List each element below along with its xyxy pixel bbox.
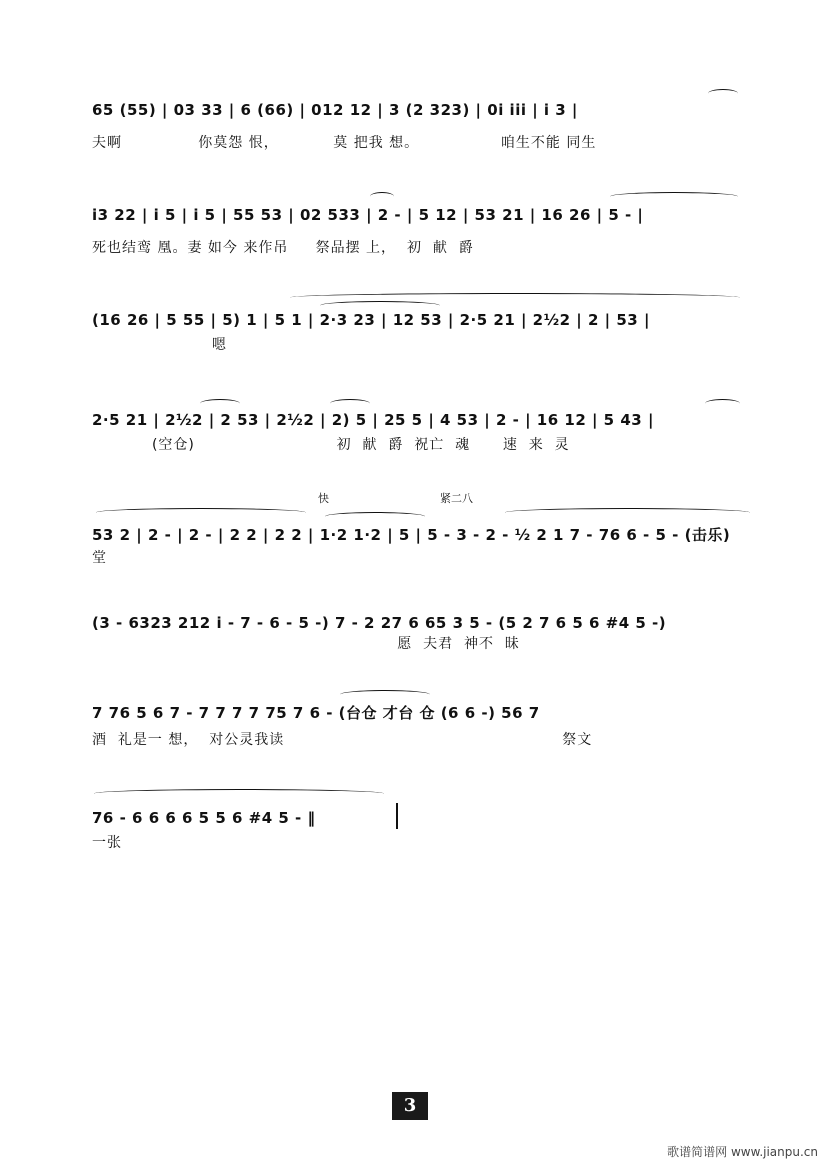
slur [200,399,240,408]
notation-line: 53 2 | 2 - | 2 - | 2 2 | 2 2 | 1·2 1·2 | 5 | 5 - 3 - 2 - ½ 2 1 7 - 76 6 - 5 - (击乐) [92,526,731,544]
page-number: 3 [392,1092,428,1120]
slur [340,690,430,699]
slur [325,512,425,521]
notation-line: 76 - 6 6 6 6 5 5 6 #4 5 - ‖ [92,809,316,827]
lyric-line: 夫啊 你莫怨 恨， 莫 把我 想。 咱生不能 同生 [92,135,597,151]
lyric-line: 堂 [92,550,107,566]
tempo-mark: 快 [318,492,329,505]
slur [96,508,306,517]
slur [505,508,750,517]
notation-line: 7 76 5 6 7 - 7 7 7 7 75 7 6 - (台仓 才台 仓 (6 6 -) 56 7 [92,704,540,722]
lyric-line: 愿 夫君 神不 昧 [92,636,520,652]
lyric-line: 死也结鸾 凰。妻 如今 来作吊 祭品摆 上， 初 献 爵 [92,240,474,256]
final-barline [396,803,398,829]
notation-line: 2·5 21 | 2½2 | 2 53 | 2½2 | 2) 5 | 25 5 | 4 53 | 2 - | 16 12 | 5 43 | [92,411,654,429]
notation-line: 65 (55) | 03 33 | 6 (66) | 012 12 | 3 (2 323) | 0i iii | i 3 | [92,101,578,119]
lyric-line: 一张 [92,835,122,851]
slur [370,192,394,201]
tempo-mark: 紧二八 [440,492,473,505]
slur [610,192,738,201]
slur [330,399,370,408]
notation-line: i3 22 | i 5 | i 5 | 55 53 | 02 533 | 2 - | 5 12 | 53 21 | 16 26 | 5 - | [92,206,644,224]
slur [708,89,738,98]
slur [94,789,384,798]
slur [705,399,740,408]
notation-line: (3 - 6323 212 i - 7 - 6 - 5 -) 7 - 2 27 6 65 3 5 - (5 2 7 6 5 6 #4 5 -) [92,614,667,632]
notation-line: (16 26 | 5 55 | 5) 1 | 5 1 | 2·3 23 | 12 53 | 2·5 21 | 2½2 | 2 | 53 | [92,311,650,329]
slur [320,301,440,310]
watermark: 歌谱简谱网 www.jianpu.cn [667,1145,818,1159]
lyric-line: (空仓) 初 献 爵 祝亡 魂 速 来 灵 [92,437,570,453]
lyric-line: 嗯 [92,337,227,353]
lyric-line: 酒 礼是一 想， 对公灵我读 祭文 [92,732,593,748]
